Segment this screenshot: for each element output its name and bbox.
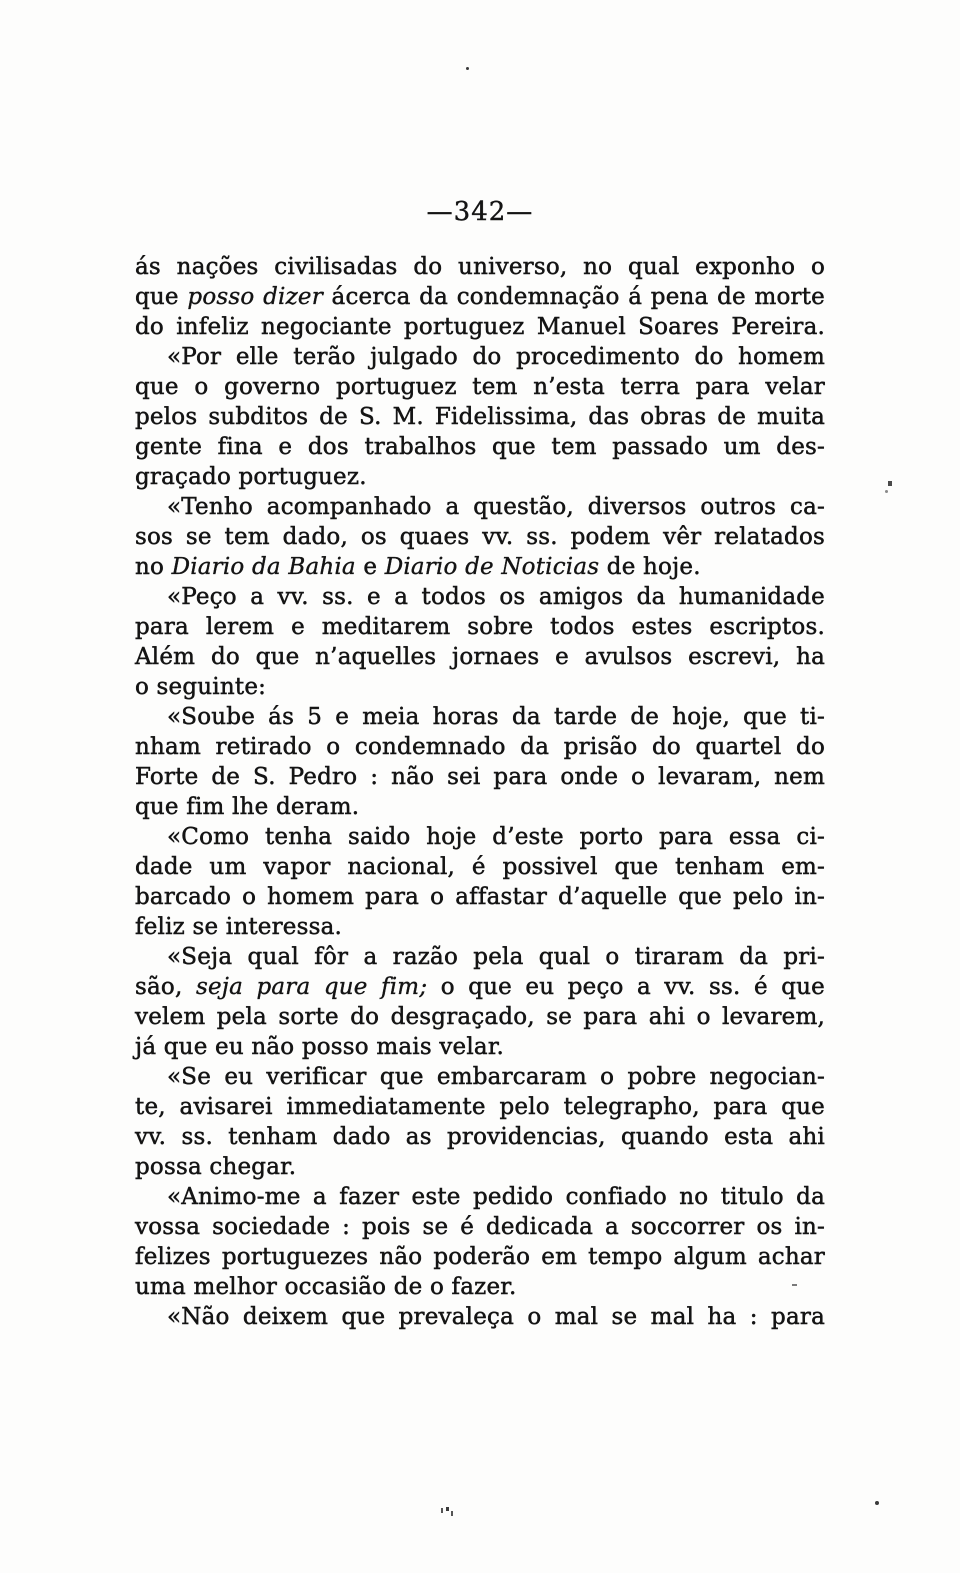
text-line	[135, 312, 825, 342]
paragraph	[135, 1182, 825, 1302]
text-line	[135, 522, 825, 552]
text-segment: ácerca da condemnação á pena de morte	[322, 284, 825, 310]
text-line	[135, 552, 825, 582]
text-line	[135, 1122, 825, 1152]
text-segment: vv. ss. tenham dado as providencias, quando esta ahi	[135, 1124, 825, 1150]
paragraph	[135, 342, 825, 492]
text-line	[135, 492, 825, 522]
scan-speck	[446, 1507, 449, 1511]
text-segment: Além do que n’aquelles jornaes e avulsos escrevi, ha	[135, 644, 825, 670]
text-segment: que o governo portuguez tem n’esta terra para velar	[135, 374, 825, 400]
scan-speck	[792, 1284, 797, 1286]
scan-speck	[466, 67, 469, 70]
italic-text: Diario de Noticias	[384, 554, 600, 580]
paragraph	[135, 702, 825, 822]
text-segment: feliz se interessa.	[135, 914, 343, 940]
text-segment: o seguinte:	[135, 674, 267, 700]
text-line	[135, 1002, 825, 1032]
paragraph	[135, 492, 825, 582]
text-segment: pelos subditos de S. M. Fidelissima, das obras de muita	[135, 404, 825, 430]
text-line	[135, 462, 825, 492]
text-line	[135, 702, 825, 732]
scan-speck	[888, 481, 892, 486]
text-segment: possa chegar.	[135, 1154, 297, 1180]
text-block	[135, 252, 825, 1332]
text-line	[135, 1272, 825, 1302]
text-segment: barcado o homem para o affastar d’aquelle que pelo in-	[135, 884, 825, 910]
text-line	[135, 972, 825, 1002]
text-line	[135, 762, 825, 792]
text-segment: «Tenho acompanhado a questão, diversos outros ca-	[167, 494, 825, 520]
text-segment: que	[135, 284, 188, 310]
paragraph	[135, 942, 825, 1062]
scan-speck	[875, 1501, 879, 1505]
text-line	[135, 1152, 825, 1182]
text-line	[135, 732, 825, 762]
text-segment: nham retirado o condemnado da prisão do quartel do	[135, 734, 825, 760]
text-segment: o que eu peço a vv. ss. é que	[427, 974, 825, 1000]
paragraph	[135, 822, 825, 942]
text-line	[135, 1242, 825, 1272]
text-line	[135, 432, 825, 462]
text-segment: dade um vapor nacional, é possivel que tenham em-	[135, 854, 825, 880]
text-segment: ás nações civilisadas do universo, no qual exponho o	[135, 254, 825, 280]
text-line	[135, 672, 825, 702]
text-segment: no	[135, 554, 172, 580]
text-line	[135, 372, 825, 402]
text-line	[135, 582, 825, 612]
text-segment: uma melhor occasião de o fazer.	[135, 1274, 517, 1300]
paragraph	[135, 252, 825, 342]
paragraph	[135, 1062, 825, 1182]
text-line	[135, 822, 825, 852]
text-line	[135, 942, 825, 972]
text-segment: «Peço a vv. ss. e a todos os amigos da humanidade	[167, 584, 825, 610]
text-segment: te, avisarei immediatamente pelo telegrapho, para que	[135, 1094, 825, 1120]
text-line	[135, 1062, 825, 1092]
text-segment: Forte de S. Pedro : não sei para onde o levaram, nem	[135, 764, 825, 790]
text-line	[135, 882, 825, 912]
text-line	[135, 1092, 825, 1122]
text-segment: de hoje.	[599, 554, 701, 580]
text-segment: vossa sociedade : pois se é dedicada a soccorrer os in-	[135, 1214, 825, 1240]
text-segment: para lerem e meditarem sobre todos estes escriptos.	[135, 614, 825, 640]
text-segment: graçado portuguez.	[135, 464, 367, 490]
page-number: —342—	[426, 197, 534, 227]
italic-text: seja para que fim;	[195, 974, 428, 1000]
text-segment: «Animo-me a fazer este pedido confiado no titulo da	[167, 1184, 825, 1210]
text-segment: felizes portuguezes não poderão em tempo algum achar	[135, 1244, 825, 1270]
text-line	[135, 852, 825, 882]
paragraph	[135, 582, 825, 702]
text-segment: «Se eu verificar que embarcaram o pobre negocian-	[167, 1064, 825, 1090]
text-segment: e	[355, 554, 385, 580]
scan-speck	[441, 1508, 443, 1513]
text-segment: sos se tem dado, os quaes vv. ss. podem vêr relatados	[135, 524, 825, 550]
text-line	[135, 342, 825, 372]
text-line	[135, 282, 825, 312]
text-segment: velem pela sorte do desgraçado, se para ahi o levarem,	[135, 1004, 825, 1030]
text-line	[135, 402, 825, 432]
text-line	[135, 1302, 825, 1332]
text-line	[135, 1182, 825, 1212]
text-line	[135, 792, 825, 822]
text-line	[135, 642, 825, 672]
text-segment: gente fina e dos trabalhos que tem passado um des-	[135, 434, 825, 460]
text-segment: já que eu não posso mais velar.	[135, 1034, 505, 1060]
italic-text: posso dizer	[187, 284, 323, 310]
text-line	[135, 252, 825, 282]
text-segment: «Não deixem que prevaleça o mal se mal ha : para	[167, 1304, 825, 1330]
text-line	[135, 912, 825, 942]
text-line	[135, 1212, 825, 1242]
paragraph	[135, 1302, 825, 1332]
text-segment: «Soube ás 5 e meia horas da tarde de hoje, que ti-	[167, 704, 825, 730]
text-segment: são,	[135, 974, 196, 1000]
text-segment: «Como tenha saido hoje d’este porto para essa ci-	[167, 824, 825, 850]
text-segment: «Seja qual fôr a razão pela qual o tiraram da pri-	[167, 944, 825, 970]
text-segment: que fim lhe deram.	[135, 794, 360, 820]
scan-speck	[451, 1511, 453, 1516]
scan-speck	[885, 490, 888, 493]
text-line	[135, 612, 825, 642]
text-segment: «Por elle terão julgado do procedimento do homem	[167, 344, 825, 370]
italic-text: Diario da Bahia	[171, 554, 356, 580]
text-segment: do infeliz negociante portuguez Manuel Soares Pereira.	[135, 314, 825, 340]
text-line	[135, 1032, 825, 1062]
